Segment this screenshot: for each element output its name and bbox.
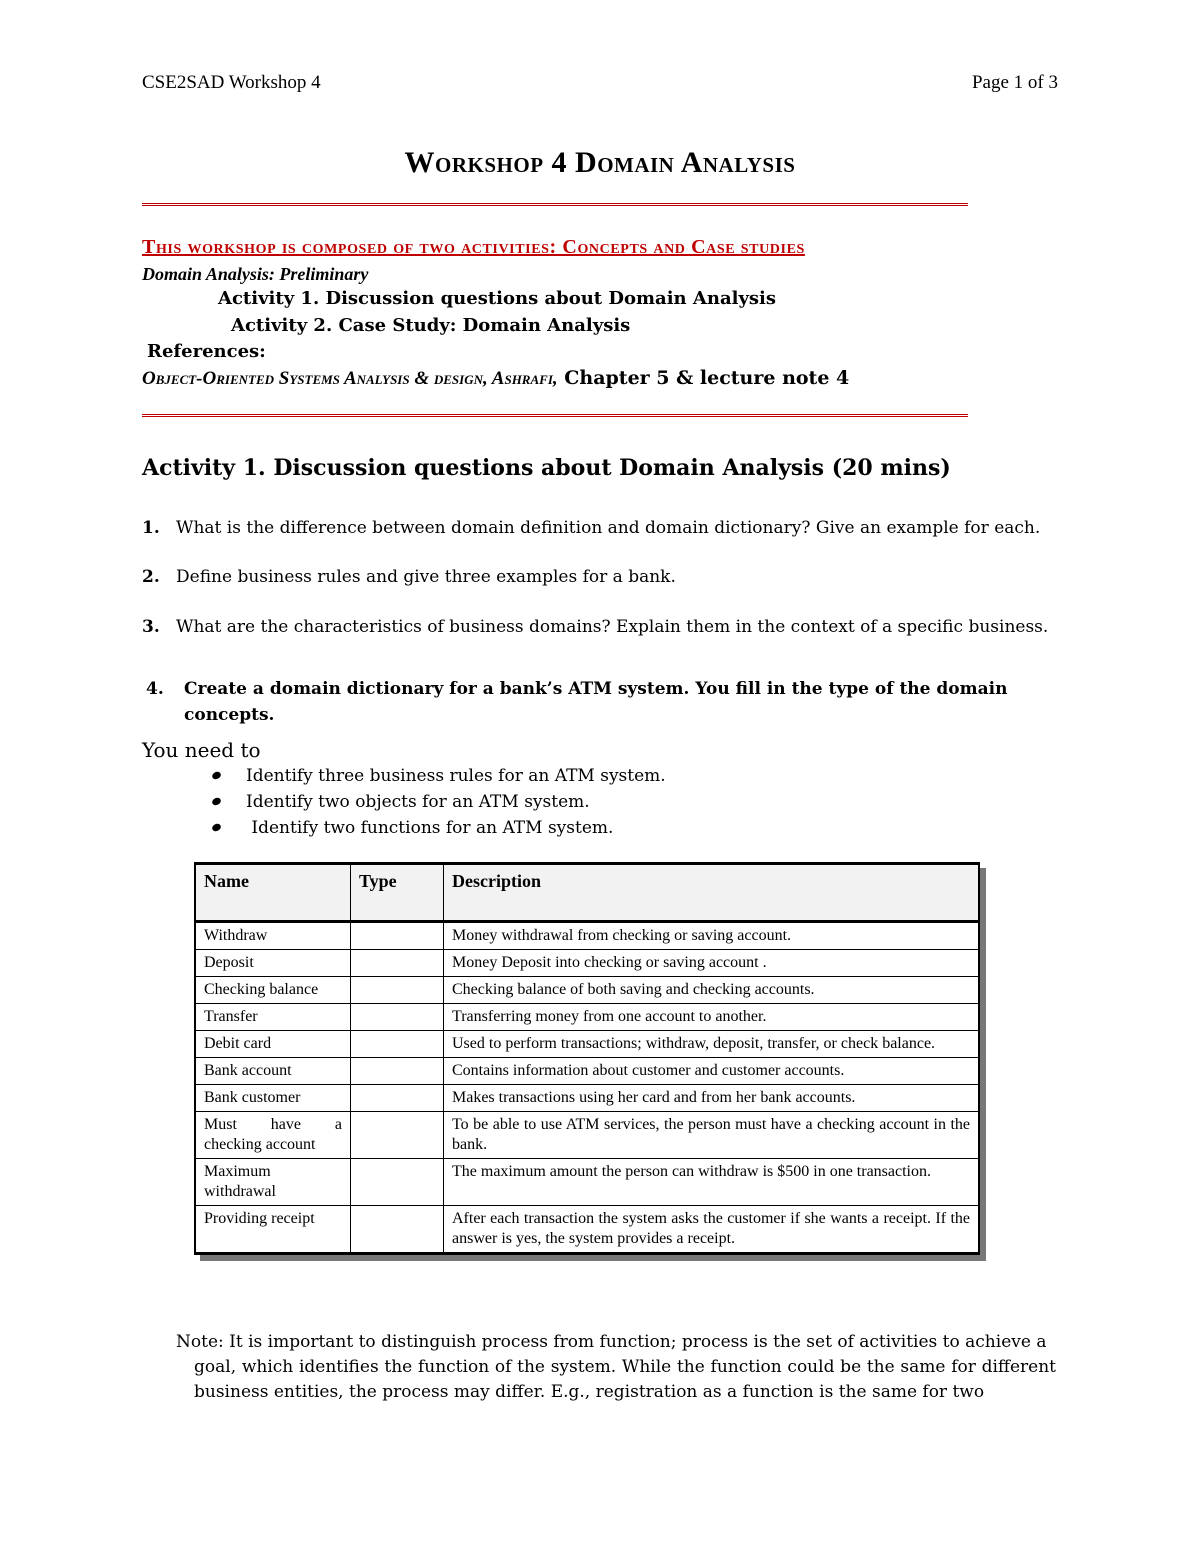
header-doc-title: CSE2SAD Workshop 4 (142, 72, 321, 93)
bullet-atm: ATM (502, 818, 543, 838)
bullet-text-end: system. (524, 792, 590, 812)
column-header-type: Type (351, 864, 444, 922)
cell-type[interactable] (351, 1112, 444, 1159)
header-page-number: Page 1 of 3 (971, 72, 1058, 93)
question-3 (142, 617, 1062, 637)
cell-description: Money withdrawal from checking or saving account. (444, 922, 980, 950)
domain-dictionary-table (194, 862, 980, 1255)
bullet-icon (211, 796, 222, 806)
reference-entry (142, 367, 849, 390)
cell-name: Bank customer (195, 1085, 351, 1112)
bullet-text-end: system. (600, 766, 666, 786)
page-title: Workshop 4 Domain Analysis (404, 146, 796, 179)
cell-type[interactable] (351, 1058, 444, 1085)
bullet-text: Identify two functions for an (246, 818, 498, 838)
question-text: What is the difference between domain definition and domain dictionary? Give an example for each. (176, 518, 1041, 538)
bullet-icon (211, 770, 222, 780)
cell-name: Withdraw (195, 922, 351, 950)
intro-composed: This workshop is composed of two activities: Concepts and Case studies (142, 236, 805, 258)
bullet-atm: ATM (554, 766, 595, 786)
cell-description: Checking balance of both saving and checking accounts. (444, 977, 980, 1004)
bullet-text: Identify two objects for an (246, 792, 474, 812)
bullet-icon (211, 822, 222, 832)
list-item (210, 789, 666, 815)
bullet-atm: ATM (478, 792, 519, 812)
cell-description: Used to perform transactions; withdraw, deposit, transfer, or check balance. (444, 1031, 980, 1058)
cell-type[interactable] (351, 977, 444, 1004)
column-header-name: Name (195, 864, 351, 922)
question-text: What are the characteristics of business domains? Explain them in the context of a specific business. (176, 617, 1049, 637)
table-row (195, 1085, 979, 1112)
column-header-description: Description (444, 864, 980, 922)
table-row (195, 1112, 979, 1159)
cell-description: The maximum amount the person can withdraw is $500 in one transaction. (444, 1159, 980, 1206)
cell-description: To be able to use ATM services, the person must have a checking account in the bank. (444, 1112, 980, 1159)
question-number: 2. (142, 567, 160, 587)
cell-description: Money Deposit into checking or saving account . (444, 950, 980, 977)
intro-activity-2: Activity 2. Case Study: Domain Analysis (231, 315, 631, 336)
table-row (195, 1058, 979, 1085)
table-row (195, 977, 979, 1004)
cell-type[interactable] (351, 1085, 444, 1112)
note-first-line: Note: It is important to distinguish process from function; process is the set of activities to achieve a (176, 1332, 1047, 1352)
table-row (195, 1159, 979, 1206)
cell-name: Maximum withdrawal (195, 1159, 351, 1206)
intro-preliminary: Domain Analysis: Preliminary (142, 264, 369, 284)
bullet-text-end: system. (547, 818, 614, 838)
requirements-list (210, 763, 666, 841)
table-header-row (195, 864, 979, 922)
cell-type[interactable] (351, 1004, 444, 1031)
divider-bottom (142, 414, 968, 417)
question-4-text-b: system. You fill in the type of the domain (617, 679, 1008, 699)
divider-top (142, 203, 968, 206)
cell-name: Checking balance (195, 977, 351, 1004)
cell-type[interactable] (351, 922, 444, 950)
question-number: 4. (146, 679, 164, 699)
question-4-text-c: concepts. (184, 705, 275, 725)
cell-name: Debit card (195, 1031, 351, 1058)
cell-type[interactable] (351, 1159, 444, 1206)
question-text: Define business rules and give three examples for a bank. (176, 567, 676, 587)
note-continuation: goal, which identifies the function of the system. While the function could be the same for different business entities, the process may differ. E.g., registration as a function is the same for two (194, 1357, 1056, 1402)
question-number: 3. (142, 617, 160, 637)
table-row (195, 1031, 979, 1058)
cell-description: Contains information about customer and customer accounts. (444, 1058, 980, 1085)
question-number: 1. (142, 518, 160, 538)
table-row (195, 950, 979, 977)
cell-description: Makes transactions using her card and from her bank accounts. (444, 1085, 980, 1112)
activity-1-title: Activity 1. Discussion questions about Domain Analysis (20 mins) (142, 455, 951, 481)
table-row (195, 922, 979, 950)
references-label: References: (147, 341, 266, 362)
cell-type[interactable] (351, 1031, 444, 1058)
cell-type[interactable] (351, 1206, 444, 1254)
bullet-text: Identify three business rules for an (246, 766, 550, 786)
question-1 (142, 518, 1062, 538)
cell-type[interactable] (351, 950, 444, 977)
cell-name: Bank account (195, 1058, 351, 1085)
table-row (195, 1206, 979, 1254)
note-paragraph (176, 1330, 1056, 1405)
cell-name: Transfer (195, 1004, 351, 1031)
reference-book: Object-Oriented Systems Analysis & design, Ashrafi, (142, 368, 558, 389)
reference-chapter: Chapter 5 & lecture note 4 (564, 367, 850, 389)
cell-name: Deposit (195, 950, 351, 977)
cell-name: Must have a checking account (195, 1112, 351, 1159)
question-2 (142, 567, 1062, 587)
table-row (195, 1004, 979, 1031)
intro-activity-1: Activity 1. Discussion questions about Domain Analysis (218, 288, 777, 309)
list-item (210, 763, 666, 789)
list-item (210, 815, 666, 841)
cell-name: Providing receipt (195, 1206, 351, 1254)
cell-description: After each transaction the system asks the customer if she wants a receipt. If the answer is yes, the system provides a receipt. (444, 1206, 980, 1254)
you-need-to: You need to (142, 738, 261, 762)
question-4 (146, 676, 1058, 728)
question-4-atm: ATM (568, 679, 612, 699)
question-4-text-a: Create a domain dictionary for a bank’s (184, 679, 563, 699)
cell-description: Transferring money from one account to another. (444, 1004, 980, 1031)
